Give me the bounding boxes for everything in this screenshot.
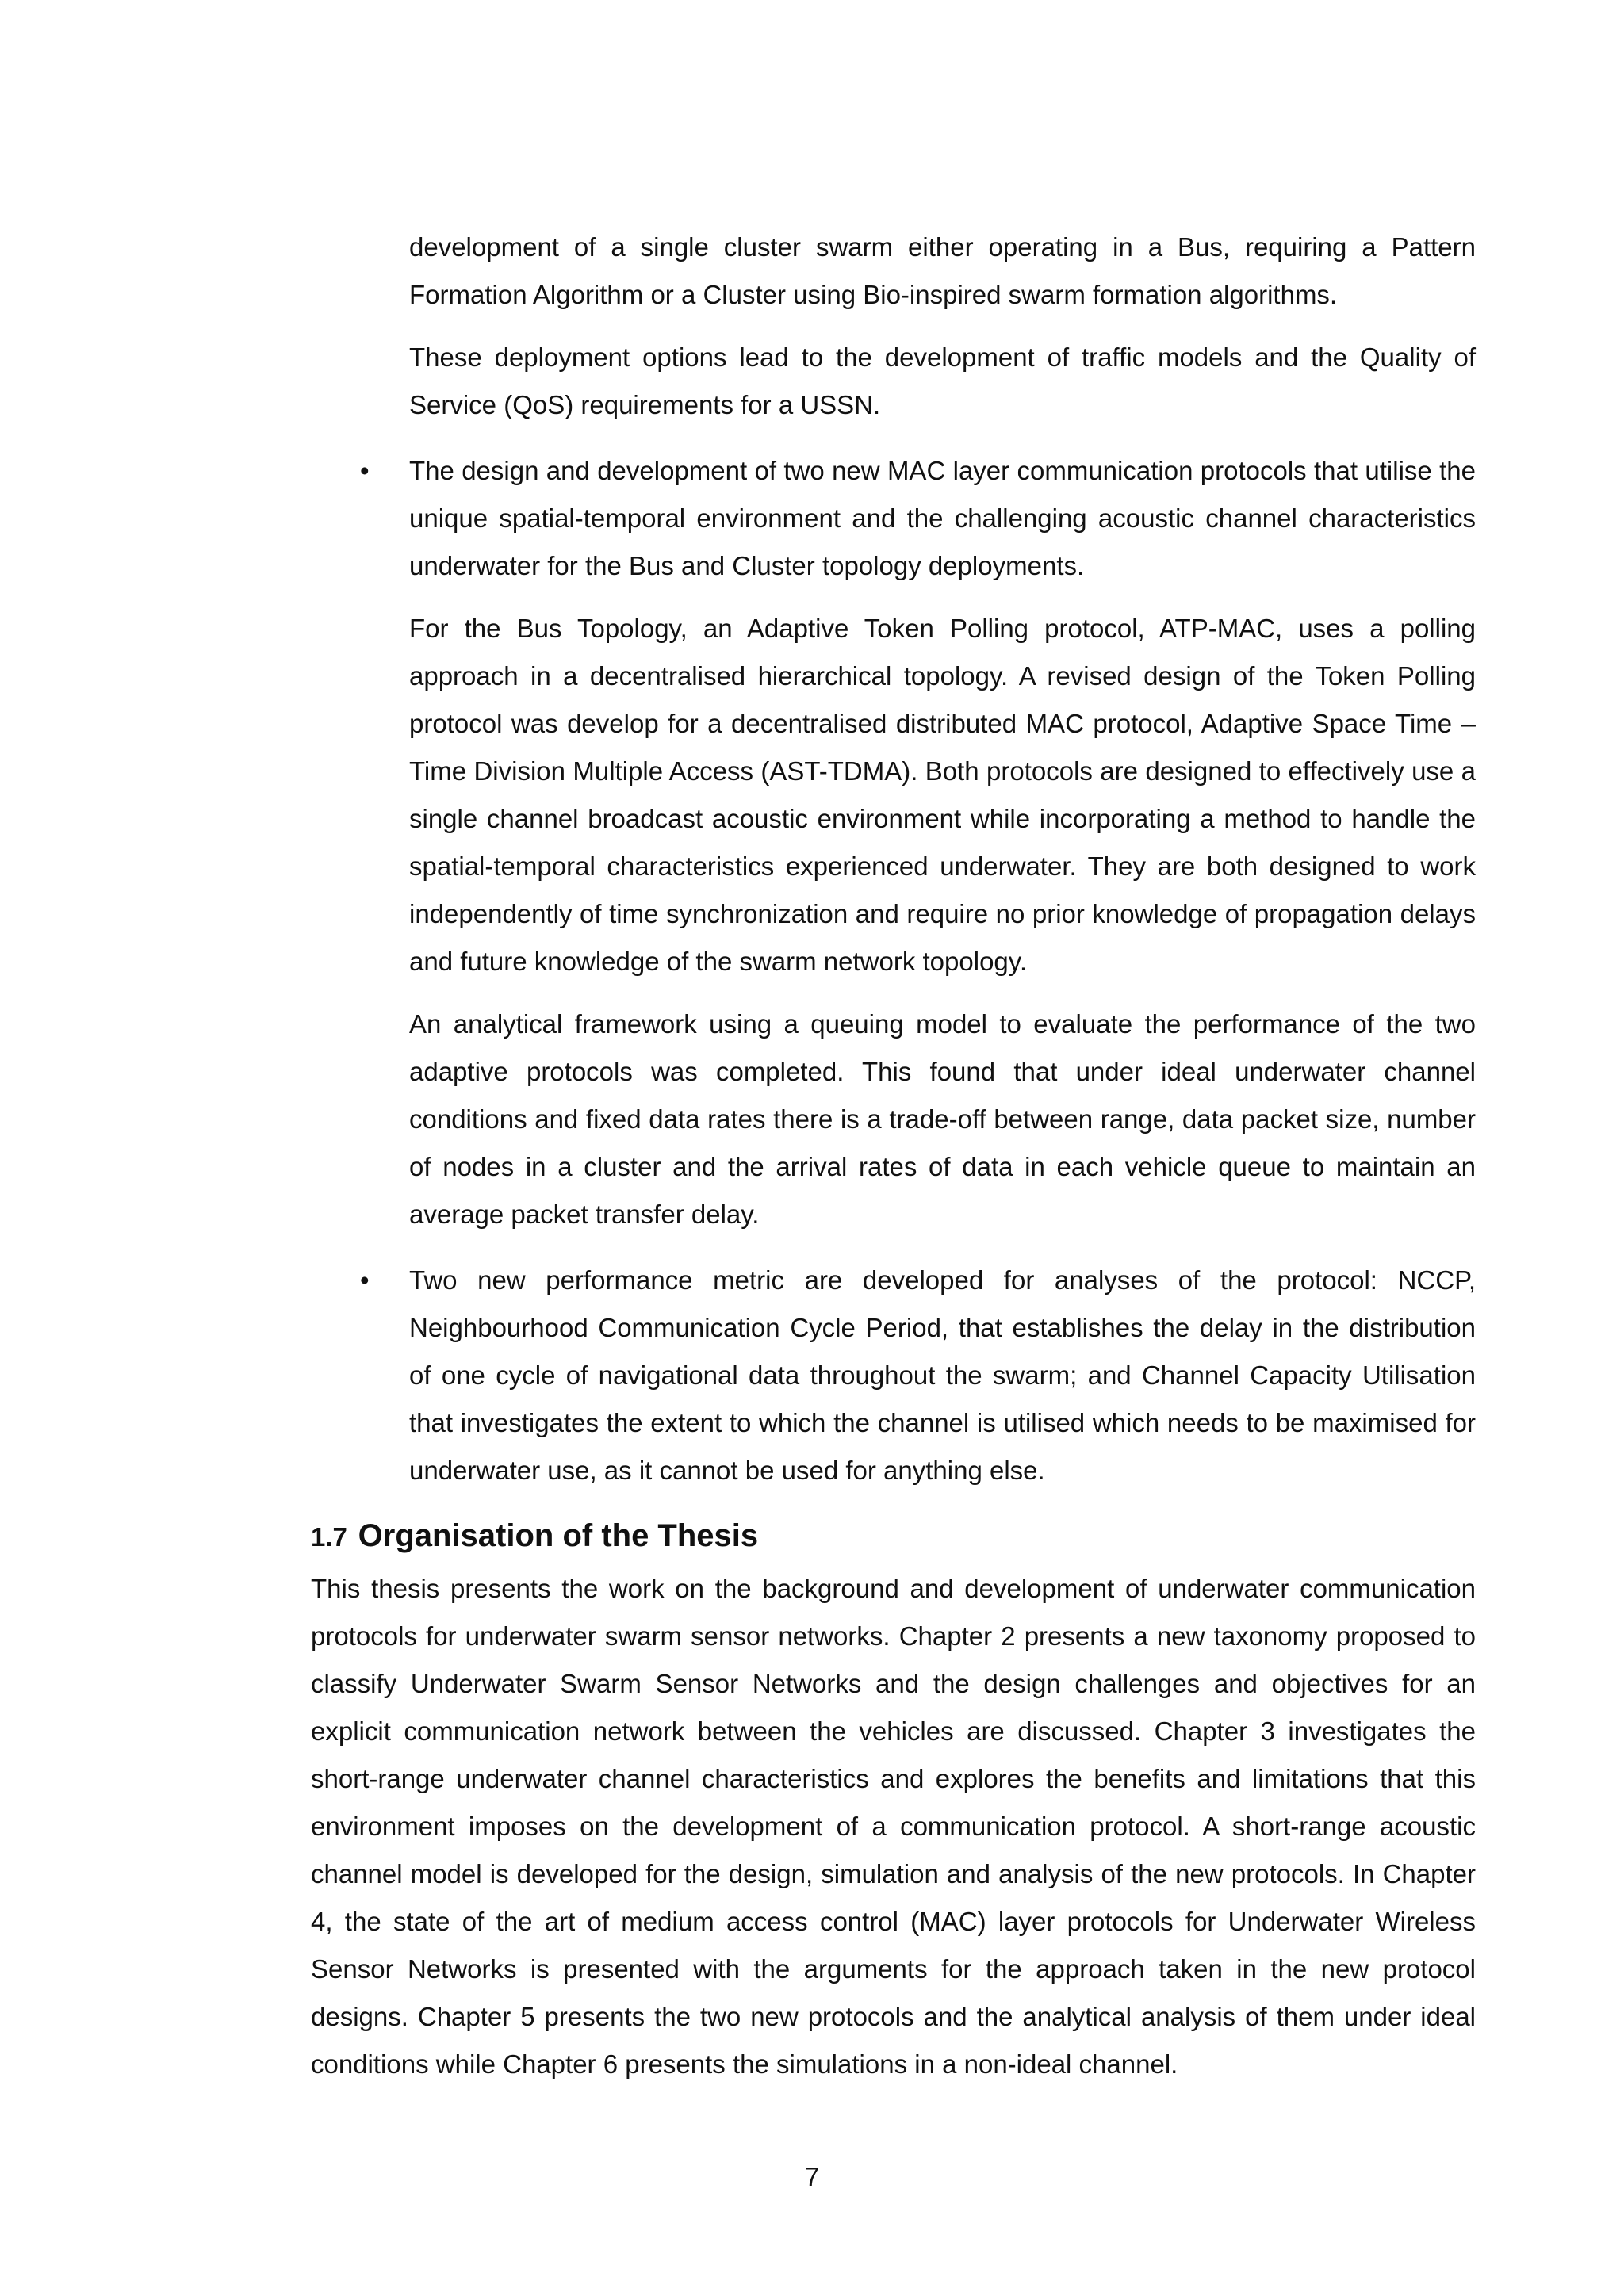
section-body-paragraph: This thesis presents the work on the background and development of underwater communication protocols for underwater swarm sensor networks. Chapter 2 presents a new taxonomy proposed to classify Underwater Swarm Sensor Networks and the design challenges and objectives for an explicit communication network between the vehicles are discussed. Chapter 3 investigates the short-range underwater channel characteristics and explores the benefits and limitations that this environment imposes on the development of a communication protocol. A short-range acoustic channel model is developed for the design, simulation and analysis of the new protocols. In Chapter 4, the state of the art of medium access control (MAC) layer protocols for Underwater Wireless Sensor Networks is presented with the arguments for the approach taken in the new protocol designs. Chapter 5 presents the two new protocols and the analytical analysis of them under ideal conditions while Chapter 6 presents the simulations in a non-ideal channel. (311, 1574, 1476, 2079)
bullet-item-performance-metrics (311, 1257, 1476, 1494)
section-heading (311, 1506, 1476, 1565)
bullet-text: Two new performance metric are developed for analyses of the protocol: NCCP, Neighbourhood Communication Cycle Period, that establishes the delay in the distribution of one cycle of navigational data throughout the swarm; and Channel Capacity Utilisation that investigates the extent to which the channel is utilised which needs to be maximised for underwater use, as it cannot be used for anything else. (409, 1265, 1476, 1485)
bullet-item-mac-protocols (311, 447, 1476, 590)
bullet-icon: • (360, 456, 370, 485)
body-text (311, 224, 1476, 2088)
section-title: Organisation of the Thesis (358, 1518, 759, 1553)
bullet-icon: • (360, 1265, 370, 1295)
bus-topology-paragraph: For the Bus Topology, an Adaptive Token Polling protocol, ATP-MAC, uses a polling approach in a decentralised hierarchical topology. A revised design of the Token Polling protocol was develop for a decentralised distributed MAC protocol, Adaptive Space Time – Time Division Multiple Access (AST-TDMA). Both protocols are designed to effectively use a single channel broadcast acoustic environment while incorporating a method to handle the spatial-temporal characteristics experienced underwater. They are both designed to work independently of time synchronization and require no prior knowledge of propagation delays and future knowledge of the swarm network topology. (409, 614, 1476, 976)
continuation-paragraph: development of a single cluster swarm either operating in a Bus, requiring a Pattern Formation Algorithm or a Cluster using Bio-inspired swarm formation algorithms. (409, 232, 1476, 309)
analytical-framework-paragraph: An analytical framework using a queuing model to evaluate the performance of the two adaptive protocols was completed. This found that under ideal underwater channel conditions and fixed data rates there is a trade-off between range, data packet size, number of nodes in a cluster and the arrival rates of data in each vehicle queue to maintain an average packet transfer delay. (409, 1009, 1476, 1229)
page-number: 7 (804, 2162, 820, 2191)
bullet-text: The design and development of two new MAC layer communication protocols that utilise the unique spatial-temporal environment and the challenging acoustic channel characteristics underwater for the Bus and Cluster topology deployments. (409, 456, 1476, 580)
deployment-paragraph: These deployment options lead to the development of traffic models and the Quality of Service (QoS) requirements for a USSN. (409, 342, 1476, 419)
section-number: 1.7 (311, 1522, 347, 1552)
